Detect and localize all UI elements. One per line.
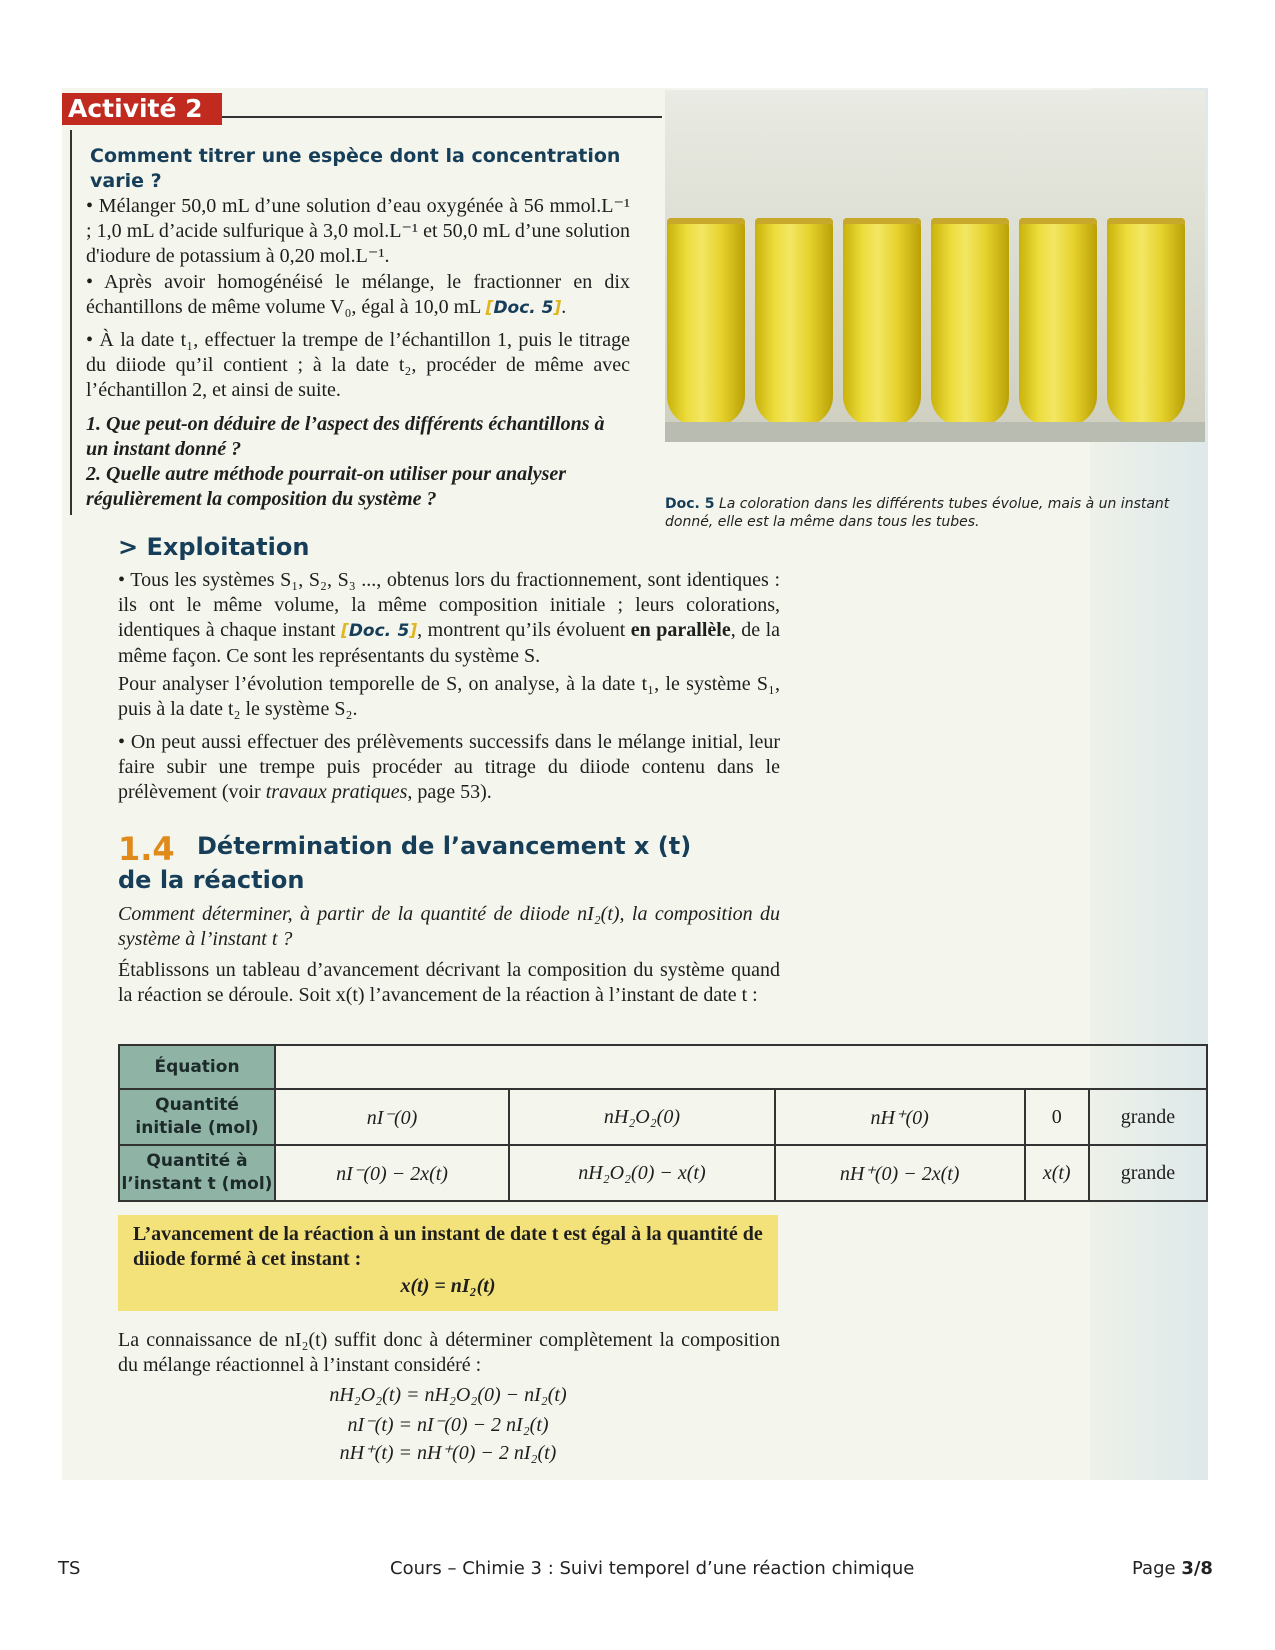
test-tube: [1107, 218, 1185, 426]
key-result-equation: x(t) = nI₂(t): [400, 1275, 496, 1297]
exploitation-p3-text-b: , page 53).: [407, 781, 492, 803]
footer-left: TS: [58, 1558, 81, 1579]
doc5-label: Doc. 5: [665, 496, 715, 512]
conclusion-text: La connaissance de nI₂(t) suffit donc à déterminer complètement la composition du mélange réactionnel à l’instant considéré :: [118, 1329, 780, 1376]
exploitation-paragraph-1: [118, 568, 780, 669]
doc5-reference[interactable]: [Doc. 5]: [341, 621, 418, 641]
equation-iodide: nI⁻(t) = nI⁻(0) − 2 nI₂(t): [347, 1414, 549, 1436]
cell-initial-iodide: nI⁻(0): [275, 1089, 509, 1145]
table-row-equation: [119, 1045, 1207, 1089]
row-header-at-t: Quantité à l’instant t (mol): [119, 1145, 275, 1201]
section-number: 1.4: [118, 830, 175, 868]
tube-rack: [665, 422, 1205, 442]
cell-t-iodine: x(t): [1025, 1145, 1089, 1201]
activity-paragraph-2: • Après avoir homogénéisé le mélange, le fractionner en dix échantillons de même volume V₀, égal à 10,0 mL [Doc. 5].: [86, 271, 630, 318]
section-title-line-2: de la réaction: [118, 866, 305, 894]
question-1: 1. Que peut-on déduire de l’aspect des différents échantillons à un instant donné ?: [86, 413, 605, 460]
exploitation-p3-text: • On peut aussi effectuer des prélèvements successifs dans le mélange initial, leur faire subir une trempe puis procéder au titrage du diiode contenu dans le prélèvement (voir: [118, 731, 780, 803]
key-result-text: L’avancement de la réaction à un instant de date t est égal à la quantité de diiode formé à cet instant :: [133, 1223, 763, 1270]
row-header-equation: Équation: [119, 1045, 275, 1089]
test-tube: [931, 218, 1009, 426]
test-tubes-photo: [665, 90, 1205, 442]
badge-rule: [222, 116, 662, 118]
activity-paragraph-1: • Mélanger 50,0 mL d’une solution d’eau oxygénée à 56 mmol.L⁻¹ ; 1,0 mL d’acide sulfurique à 3,0 mol.L⁻¹ et 50,0 mL d’une solution d'iodure de potassium à 0,20 mol.L⁻¹.: [86, 195, 630, 267]
equation-cell: [275, 1045, 1207, 1089]
exploitation-p1-text-c: , de la même façon. Ce sont les représentants du système S.: [118, 619, 781, 667]
cell-t-h-plus: nH⁺(0) − 2x(t): [775, 1145, 1025, 1201]
activity-badge: Activité 2: [62, 93, 222, 125]
footer-center: Cours – Chimie 3 : Suivi temporel d’une réaction chimique: [390, 1558, 915, 1579]
activity-border: [70, 130, 72, 515]
cell-initial-iodine: 0: [1025, 1089, 1089, 1145]
test-tube: [755, 218, 833, 426]
cell-initial-h-plus: nH⁺(0): [775, 1089, 1025, 1145]
exploitation-paragraph-2: Pour analyser l’évolution temporelle de S, on analyse, à la date t₁, le système S₁, puis à la date t₂ le système S₂.: [118, 673, 780, 720]
footer-page: [1132, 1558, 1213, 1579]
exploitation-p1-text-b: , montrent qu’ils évoluent: [417, 619, 626, 641]
cell-initial-water: grande: [1089, 1089, 1207, 1145]
footer-page-number: 3/8: [1181, 1558, 1213, 1579]
doc5-reference[interactable]: [Doc. 5]: [485, 298, 562, 318]
row-header-initial: Quantité initiale (mol): [119, 1089, 275, 1145]
test-tube: [1019, 218, 1097, 426]
equation-h2o2: nH₂O₂(t) = nH₂O₂(0) − nI₂(t): [329, 1384, 567, 1406]
doc5-caption-text: La coloration dans les différents tubes évolue, mais à un instant donné, elle est la même dans tous les tubes.: [665, 496, 1170, 530]
question-2: 2. Quelle autre méthode pourrait-on utiliser pour analyser régulièrement la composition du système ?: [86, 463, 567, 510]
exploitation-heading: > Exploitation: [118, 533, 310, 561]
cell-t-iodide: nI⁻(0) − 2x(t): [275, 1145, 509, 1201]
activity-paragraph-2-text: • Après avoir homogénéisé le mélange, le fractionner en dix échantillons de même volume V₀, égal à 10,0 mL: [86, 271, 630, 318]
table-row-initial: [119, 1089, 1207, 1145]
equation-h-plus: nH⁺(t) = nH⁺(0) − 2 nI₂(t): [339, 1442, 557, 1464]
doc5-caption: [665, 495, 1205, 531]
advancement-table: [118, 1044, 1208, 1202]
section-title: Détermination de l’avancement x (t): [197, 832, 692, 860]
test-tube: [667, 218, 745, 426]
section-intro: Établissons un tableau d’avancement décrivant la composition du système quand la réaction se déroule. Soit x(t) l’avancement de la réaction à l’instant de date t :: [118, 959, 780, 1006]
exploitation-p1-text: • Tous les systèmes S₁, S₂, S₃ ..., obtenus lors du fractionnement, sont identiques : ils ont le même volume, la même composition initiale ; leurs colorations, identiques à chaque instant: [118, 569, 780, 641]
cell-t-h2o2: nH₂O₂(0) − x(t): [509, 1145, 775, 1201]
travaux-pratiques-link: travaux pratiques: [265, 781, 408, 803]
exploitation-paragraph-3: [118, 730, 780, 805]
table-row-at-t: [119, 1145, 1207, 1201]
exploitation-p1-bold: en parallèle: [630, 619, 731, 641]
activity-question-title: Comment titrer une espèce dont la concentration varie ?: [90, 145, 621, 192]
cell-initial-h2o2: nH₂O₂(0): [509, 1089, 775, 1145]
activity-paragraph-3: • À la date t₁, effectuer la trempe de l’échantillon 1, puis le titrage du diiode qu’il contient ; à la date t₂, procéder de même avec l’échantillon 2, et ainsi de suite.: [86, 329, 630, 401]
section-question: Comment déterminer, à partir de la quantité de diiode nI₂(t), la composition du système à l’instant t ?: [118, 903, 780, 950]
test-tube: [843, 218, 921, 426]
footer-page-label: Page: [1132, 1558, 1176, 1579]
cell-t-water: grande: [1089, 1145, 1207, 1201]
